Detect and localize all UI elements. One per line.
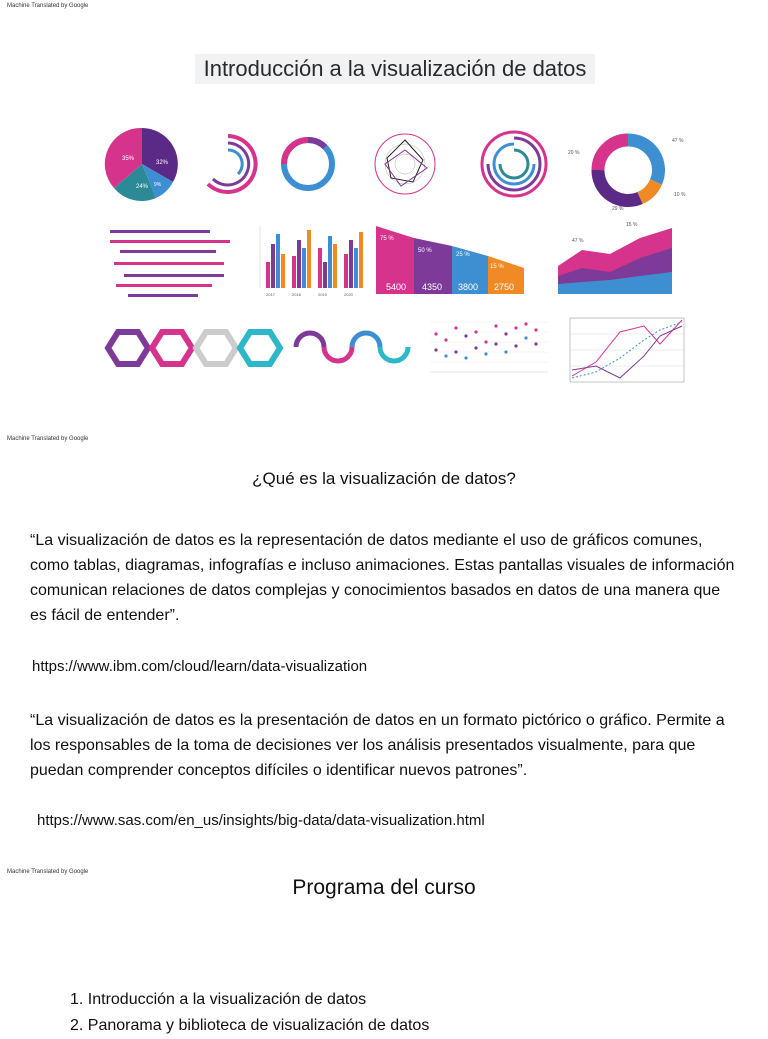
banner-percent-2: 50 % [418, 248, 432, 254]
section-heading: ¿Qué es la visualización de datos? [252, 469, 516, 488]
banner-value-1: 5400 [386, 282, 407, 292]
circle-flow-chart [296, 333, 408, 361]
machine-translation-watermark: Machine Translated by Google [7, 436, 89, 442]
machine-translation-watermark: Machine Translated by Google [7, 869, 89, 875]
pie-label-3: 24% [136, 184, 149, 190]
banner-value-3: 3800 [458, 282, 479, 292]
banner-percent-3: 25 % [456, 252, 470, 258]
pie-label-1: 35% [122, 156, 135, 162]
bar-year-2: 2018 [292, 292, 301, 297]
banner-value-4: 2750 [494, 282, 515, 292]
source-link-1[interactable]: https://www.ibm.com/cloud/learn/data-visualization [32, 658, 368, 675]
pie-label-2: 32% [156, 160, 169, 166]
ring-label-4: 29 % [612, 206, 624, 212]
segment-donut-chart [284, 140, 332, 188]
ring-chart [598, 140, 659, 201]
machine-translation-watermark: Machine Translated by Google [7, 3, 89, 9]
ring-label-1: 47 % [672, 138, 684, 144]
radar-chart [375, 134, 435, 194]
line-chart-grid [570, 318, 684, 382]
radial-arc-chart [208, 136, 256, 192]
list-item: 1. Introducción a la visualización de datos [70, 991, 367, 1008]
course-program-heading: Programa del curso [292, 876, 476, 899]
banner-percent-1: 75 % [380, 236, 394, 242]
hexagon-process-chart [108, 332, 280, 364]
ring-label-3: 10 % [674, 192, 686, 198]
banner-value-2: 4350 [422, 282, 443, 292]
vertical-bar-chart [260, 226, 363, 288]
banner-percent-4: 15 % [490, 264, 504, 270]
list-item: 2. Panorama y biblioteca de visualización de datos [70, 1017, 430, 1034]
area-percent: 47 % [572, 238, 584, 244]
source-link-2[interactable]: https://www.sas.com/en_us/insights/big-data/data-visualization.html [37, 812, 485, 829]
ring-label-2: 20 % [568, 150, 580, 156]
dot-plot-chart [430, 322, 548, 372]
quote-paragraph-2: “La visualización de datos es la presentación de datos en un formato pictórico o gráfico. Permite a los responsables de la toma de decisiones ver los análisis presentados visualmente, para que puedan comprender conceptos difíciles o identificar nuevos patrones”. [30, 712, 725, 779]
concentric-arcs-chart [482, 132, 546, 196]
bar-year-3: 2019 [318, 292, 327, 297]
bar-year-4: 2020 [344, 292, 353, 297]
course-program-list [70, 987, 429, 1039]
area-top-percent: 15 % [626, 222, 638, 228]
quote-paragraph-1: “La visualización de datos es la representación de datos mediante el uso de gráficos comunes, como tablas, diagramas, infografías e incluso animaciones. Estas pantallas visuales de información comunican relaciones de datos complejas y conocimientos basados en datos de una manera que es fácil de entender”. [30, 532, 735, 624]
page-title: Introducción a la visualización de datos [195, 54, 595, 84]
horizontal-bar-list [110, 230, 230, 297]
bar-year-1: 2017 [266, 292, 275, 297]
pie-label-4: 9% [154, 182, 162, 188]
infographic-collage [100, 122, 700, 384]
